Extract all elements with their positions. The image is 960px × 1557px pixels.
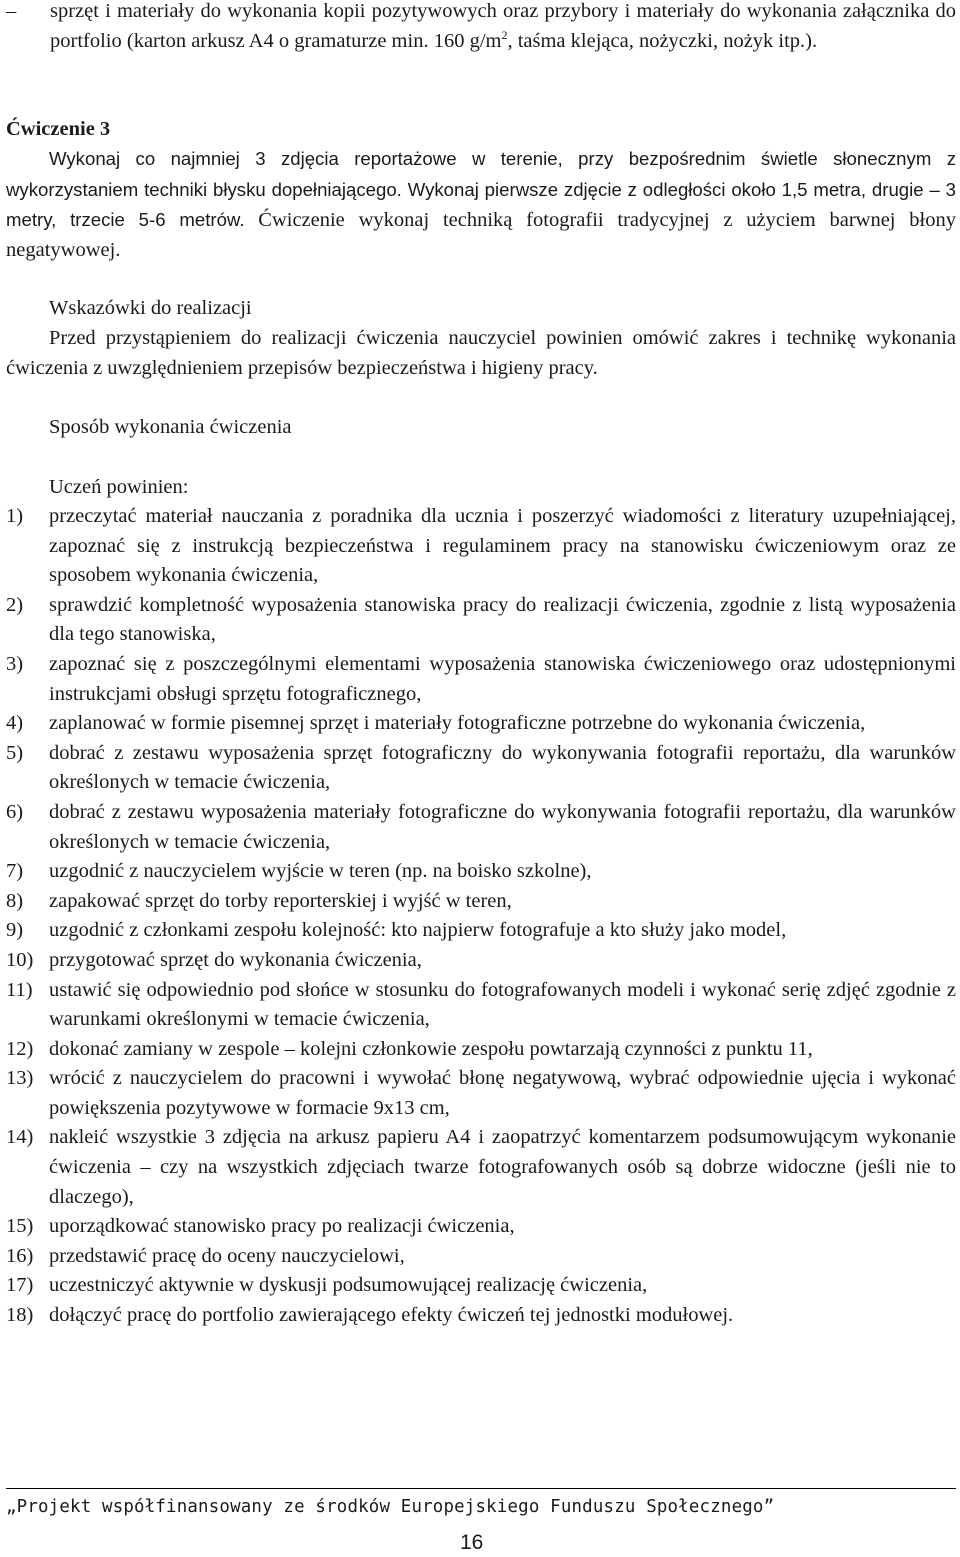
- superscript-exponent: 2: [501, 27, 508, 42]
- list-item-text: ustawić się odpowiednio pod słońce w stosunku do fotografowanych modeli i wykonać serię zdjęć zgodnie z warunkami określonymi w temacie ćwiczenia,: [49, 978, 956, 1031]
- list-item: [6, 709, 956, 739]
- list-item-text: dobrać z zestawu wyposażenia sprzęt fotograficzny do wykonywania fotografii reportażu, dla warunków określonych w temacie ćwiczenia,: [49, 741, 956, 794]
- list-item-text: przygotować sprzęt do wykonania ćwiczenia,: [49, 948, 422, 971]
- page-number: 16: [460, 1531, 484, 1554]
- list-item-number: 9): [6, 919, 24, 942]
- list-item: [6, 798, 956, 857]
- list-item-text: nakleić wszystkie 3 zdjęcia na arkusz papieru A4 i zaopatrzyć komentarzem podsumowującym wykonanie ćwiczenia – czy na wszystkich zdjęciach twarze fotografowanych osób są dobrze widoczne (jeśli nie to dlaczego),: [49, 1126, 956, 1208]
- list-item-number: 5): [6, 741, 24, 764]
- list-item-text: dokonać zamiany w zespole – kolejni członkowie zespołu powtarzają czynności z punktu 11,: [49, 1037, 813, 1060]
- hints-heading: Wskazówki do realizacji: [49, 297, 252, 319]
- list-item-text: przeczytać materiał nauczania z poradnika dla ucznia i poszerzyć wiadomości z literatury uzupełniającej, zapoznać się z instrukcją bezpieczeństwa i regulaminem pracy na stanowisku ćwiczeniowym oraz ze sposobem wykonania ćwiczenia,: [49, 505, 956, 587]
- list-item-number: 18): [6, 1304, 34, 1327]
- list-item-number: 16): [6, 1244, 34, 1267]
- list-item-text: przedstawić pracę do oceny nauczycielowi,: [49, 1244, 405, 1267]
- list-item-text: sprawdzić kompletność wyposażenia stanowiska pracy do realizacji ćwiczenia, zgodnie z listą wyposażenia dla tego stanowiska,: [49, 593, 956, 646]
- list-item-text: zapoznać się z poszczególnymi elementami wyposażenia stanowiska ćwiczeniowego oraz udostępnionymi instrukcjami obsługi sprzętu fotograficznego,: [49, 652, 956, 705]
- list-item: [6, 1242, 956, 1272]
- list-item: [6, 976, 956, 1035]
- list-item-text: wrócić z nauczycielem do pracowni i wywołać błonę negatywową, wybrać odpowiednie ujęcia i wykonać powiększenia pozytywowe w formacie 9x13 cm,: [49, 1067, 956, 1119]
- student-tasks-heading: Uczeń powinien:: [49, 476, 189, 498]
- list-item-number: 17): [6, 1274, 34, 1297]
- list-item: [6, 887, 956, 917]
- steps-list: [6, 502, 956, 1331]
- list-item: [6, 502, 956, 591]
- footer-divider: [6, 1488, 956, 1489]
- exercise-description-part2: Ćwiczenie wykonaj techniką fotografii tradycyjnej z użyciem barwnej błony negatywowej.: [6, 209, 956, 261]
- list-item-number: 4): [6, 712, 24, 735]
- materials-list-item: [6, 0, 956, 56]
- list-item: [6, 1064, 956, 1123]
- footer-note: „Projekt współfinansowany ze środków Europejskiego Funduszu Społecznego”: [6, 1497, 775, 1517]
- list-item: [6, 1212, 956, 1242]
- list-item-text: zaplanować w formie pisemnej sprzęt i materiały fotograficzne potrzebne do wykonania ćwiczenia,: [49, 712, 866, 735]
- method-heading: Sposób wykonania ćwiczenia: [49, 416, 292, 438]
- list-item-number: 13): [6, 1067, 34, 1090]
- materials-text-end: , taśma klejąca, nożyczki, nożyk itp.).: [507, 29, 818, 52]
- hints-body: Przed przystąpieniem do realizacji ćwiczenia nauczyciel powinien omówić zakres i technikę wykonania ćwiczenia z uwzględnieniem przepisów bezpieczeństwa i higieny pracy.: [6, 327, 956, 379]
- list-item-number: 7): [6, 860, 24, 883]
- list-item-text: uczestniczyć aktywnie w dyskusji podsumowującej realizację ćwiczenia,: [49, 1274, 648, 1297]
- list-item-number: 1): [6, 505, 24, 527]
- list-item-text: zapakować sprzęt do torby reporterskiej i wyjść w teren,: [49, 889, 512, 912]
- exercise-description: [6, 144, 956, 265]
- list-item-text: uzgodnić z członkami zespołu kolejność: kto najpierw fotografuje a kto służy jako model,: [49, 919, 787, 942]
- list-item-text: uporządkować stanowisko pracy po realizacji ćwiczenia,: [49, 1215, 515, 1238]
- materials-text-main: sprzęt i materiały do wykonania kopii pozytywowych oraz przybory i materiały do wykonania załącznika do portfolio (karton arkusz A4 o gramaturze min. 160 g/m: [50, 0, 956, 52]
- list-item: [6, 739, 956, 798]
- list-item-number: 11): [6, 978, 33, 1001]
- list-item-text: dobrać z zestawu wyposażenia materiały fotograficzne do wykonywania fotografii reportażu, dla warunków określonych w temacie ćwiczenia,: [49, 800, 956, 853]
- list-item: [6, 946, 956, 976]
- exercise-title: Ćwiczenie 3: [6, 118, 111, 140]
- list-item-number: 14): [6, 1126, 34, 1149]
- list-item-number: 8): [6, 889, 24, 912]
- list-item-text: uzgodnić z nauczycielem wyjście w teren (np. na boisko szkolne),: [49, 860, 592, 883]
- list-item: [6, 591, 956, 650]
- list-item-number: 10): [6, 948, 34, 971]
- list-item: [6, 1123, 956, 1212]
- list-item-number: 15): [6, 1215, 34, 1238]
- list-item-number: 3): [6, 652, 24, 675]
- list-item-number: 2): [6, 593, 24, 616]
- list-item-number: 12): [6, 1037, 34, 1060]
- materials-list-item-text: [50, 0, 956, 56]
- list-item: [6, 1035, 956, 1065]
- dash-bullet: –: [6, 0, 17, 22]
- list-item: [6, 916, 956, 946]
- list-item: [6, 1301, 956, 1331]
- list-item-number: 6): [6, 800, 24, 823]
- list-item: [6, 1271, 956, 1301]
- exercise-description-part1: Wykonaj co najmniej 3 zdjęcia reportażowe w terenie, przy bezpośrednim świetle słonecznym z wykorzystaniem techniki błysku dopełniającego. Wykonaj pierwsze zdjęcie z odległości około 1,5 metra, drugie – 3 metry, trzecie 5-6 metrów.: [6, 148, 956, 231]
- list-item-text: dołączyć pracę do portfolio zawierającego efekty ćwiczeń tej jednostki modułowej.: [49, 1304, 734, 1327]
- list-item: [6, 650, 956, 709]
- list-item: [6, 857, 956, 887]
